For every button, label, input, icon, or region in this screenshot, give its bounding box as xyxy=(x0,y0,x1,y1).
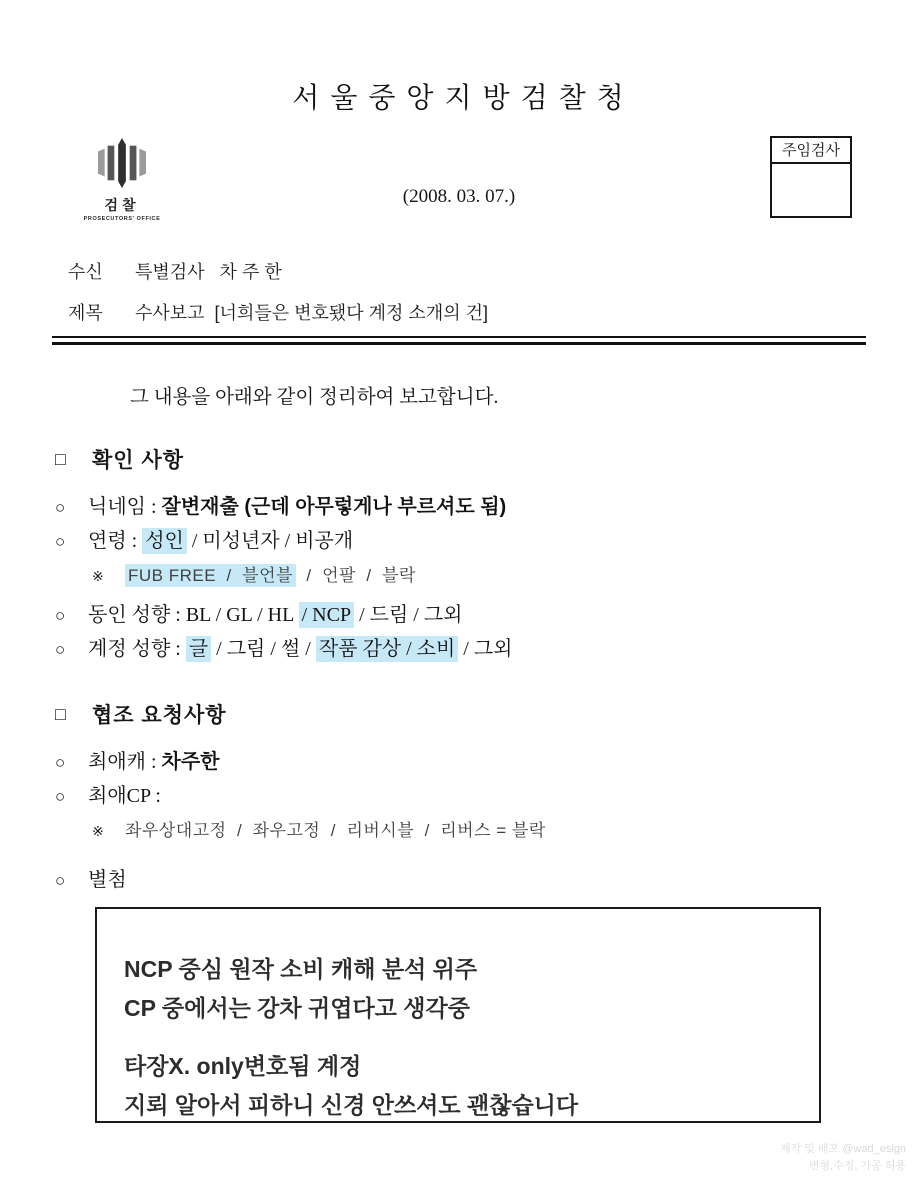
section-title: 협조 요청사항 xyxy=(92,704,227,727)
plain-text: 계정 성향 : xyxy=(88,638,186,660)
highlighted-text: FUB FREE / 블언블 xyxy=(125,564,296,587)
section-title: 확인 사항 xyxy=(92,449,184,472)
item-text xyxy=(88,529,353,554)
prosecutors-office-logo xyxy=(82,138,162,222)
plain-text: 동인 성향 : BL / GL / HL xyxy=(88,604,299,626)
section xyxy=(55,699,885,893)
item-text xyxy=(125,818,546,843)
circle-bullet-icon: ○ xyxy=(55,787,66,806)
reference-mark-icon: ※ xyxy=(92,570,104,585)
list-item xyxy=(55,784,885,809)
document-date: (2008. 03. 07.) xyxy=(402,186,516,207)
meta-row xyxy=(68,299,488,325)
note-item xyxy=(55,563,885,590)
attachment-text-line: NCP 중심 원작 소비 캐해 분석 위주 xyxy=(124,956,478,982)
stamp-box-label: 주임검사 xyxy=(772,138,850,164)
circle-bullet-icon: ○ xyxy=(55,753,66,772)
list-item xyxy=(55,750,885,775)
bold-text: 잘변재출 (근데 아무렇게나 부르셔도 됨) xyxy=(161,496,507,518)
circle-bullet-icon: ○ xyxy=(55,871,66,890)
watermark-credit-line: 제작 및 배포 @wad_esign xyxy=(779,1143,906,1155)
plain-text: 좌우상대고정 / 좌우고정 / 리버시블 / 리버스 = 블락 xyxy=(125,821,546,840)
circle-bullet-icon: ○ xyxy=(55,532,66,551)
intro-paragraph: 그 내용을 아래와 같이 정리하여 보고합니다. xyxy=(130,387,499,408)
plain-text: 최애CP : xyxy=(88,785,161,807)
item-text xyxy=(125,563,416,588)
page-title: 서 울 중 앙 지 방 검 찰 청 xyxy=(292,83,626,114)
meta-label: 제목 xyxy=(68,303,103,323)
sections xyxy=(55,444,885,902)
section-header xyxy=(55,699,885,729)
attachment-text-line: 지뢰 알아서 피하니 신경 안쓰셔도 괜찮습니다 xyxy=(124,1092,579,1118)
watermark-permission-line: 변형,수정, 가공 허용 xyxy=(808,1160,906,1172)
logo-korean-name: 검찰 xyxy=(104,197,140,213)
plain-text: 닉네임 : xyxy=(88,496,162,518)
circle-bullet-icon: ○ xyxy=(55,606,66,625)
plain-text: / 드림 / 그외 xyxy=(354,604,463,626)
plain-text: 최애캐 : xyxy=(88,751,162,773)
meta-rows xyxy=(68,258,488,340)
meta-value: 특별검사 차 주 한 xyxy=(135,262,282,282)
plain-text: / 언팔 / 블락 xyxy=(295,566,416,585)
section xyxy=(55,444,885,662)
list-item xyxy=(55,637,885,662)
section-header xyxy=(55,444,885,474)
highlighted-text: 글 xyxy=(186,636,211,662)
item-text xyxy=(88,868,127,893)
plain-text: / 미성년자 / 비공개 xyxy=(186,530,354,552)
bold-text: 차주한 xyxy=(161,751,220,773)
item-text xyxy=(88,495,506,520)
square-bullet-icon: □ xyxy=(55,448,66,469)
stamp-box-empty-cell xyxy=(772,164,850,216)
meta-row xyxy=(68,258,488,284)
item-text xyxy=(88,750,220,775)
circle-bullet-icon: ○ xyxy=(55,640,66,659)
plain-text: 연령 : xyxy=(88,530,143,552)
credit-watermark xyxy=(780,1141,906,1175)
chief-prosecutor-stamp-box xyxy=(770,136,852,218)
meta-value: 수사보고 [너희들은 변호됐다 계정 소개의 건] xyxy=(135,303,488,323)
attachment-text-line: 타장X. only변호됨 계정 xyxy=(124,1053,362,1079)
note-item xyxy=(55,818,885,845)
list-item xyxy=(55,868,885,893)
highlighted-text: 작품 감상 / 소비 xyxy=(316,636,458,662)
list-item xyxy=(55,529,885,554)
reference-mark-icon: ※ xyxy=(92,825,104,840)
list-item xyxy=(55,495,885,520)
highlighted-text: / NCP xyxy=(299,602,354,628)
logo-english-name: PROSECUTORS' OFFICE xyxy=(83,216,161,222)
square-bullet-icon: □ xyxy=(55,703,66,724)
header-divider xyxy=(52,336,866,345)
meta-label: 수신 xyxy=(68,262,103,282)
blank-line xyxy=(124,1028,799,1047)
list-item xyxy=(55,603,885,628)
attachment-text-line: CP 중에서는 강차 귀엽다고 생각중 xyxy=(124,995,470,1021)
plain-text: / 그외 xyxy=(458,638,513,660)
plain-text: 별첨 xyxy=(88,869,127,891)
item-text xyxy=(88,784,161,809)
circle-bullet-icon: ○ xyxy=(55,498,66,517)
highlighted-text: 성인 xyxy=(142,528,187,554)
plain-text: / 그림 / 썰 / xyxy=(211,638,316,660)
item-text xyxy=(88,637,513,662)
attachment-box xyxy=(95,907,821,1123)
item-text xyxy=(88,603,462,628)
